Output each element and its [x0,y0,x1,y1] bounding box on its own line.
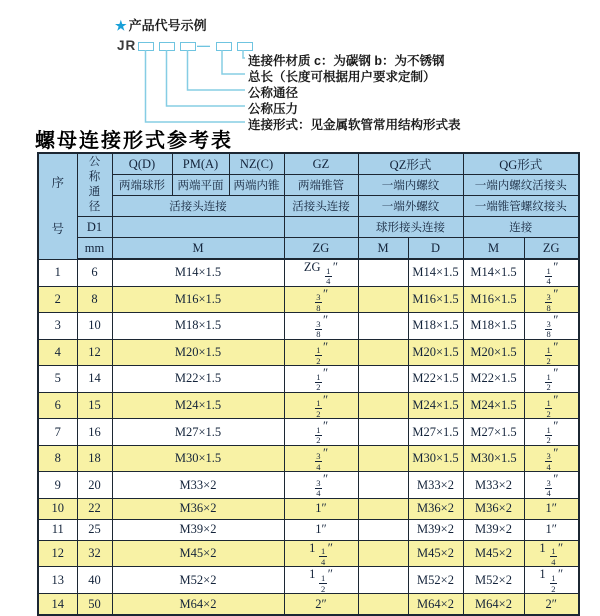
cell-seq: 11 [38,519,77,540]
cell-m: M18×1.5 [112,313,284,340]
cell-zg: 1 $\frac{1}{2}$ ″ [284,567,358,594]
cell-qg-zg: 1 $\frac{1}{4}$ ″ [524,540,579,567]
product-code-example-label: 产品代号示例 [128,18,207,33]
header-union-gz: 活接头连接 [284,196,358,217]
table-body [38,259,579,615]
cell-mm: 12 [77,339,112,366]
cell-qg-zg: $\frac{1}{4}$ ″ [524,259,579,286]
header-mm: mm [77,238,112,260]
cell-seq: 1 [38,259,77,286]
cell-seq: 10 [38,498,77,519]
cell-qg-m: M24×1.5 [463,392,524,419]
cell-seq: 14 [38,594,77,616]
cell-qg-m: M16×1.5 [463,286,524,313]
cell-seq: 13 [38,567,77,594]
cell-m: M36×2 [112,498,284,519]
table-row [38,445,579,472]
cell-qg-zg: 1 $\frac{1}{2}$ ″ [524,567,579,594]
cell-qz-d: M24×1.5 [408,392,463,419]
table-title: 螺母连接形式参考表 [35,130,233,152]
cell-qg-zg: $\frac{1}{2}$ ″ [524,366,579,393]
callout-material: 连接件材质 c：为碳钢 b：为不锈钢 [248,54,445,68]
table-row [38,366,579,393]
header-qg-sub1: 一端内螺纹活接头 [463,175,579,196]
callout-connection-form: 连接形式：见金属软管常用结构形式表 [248,118,461,132]
cell-qg-zg: $\frac{3}{8}$ ″ [524,313,579,340]
cell-seq: 7 [38,419,77,446]
cell-qz-d: M33×2 [408,472,463,499]
cell-qg-zg: $\frac{1}{2}$ ″ [524,419,579,446]
cell-zg: $\frac{3}{4}$ ″ [284,445,358,472]
table-row [38,313,579,340]
cell-qz-m [358,286,408,313]
cell-m: M33×2 [112,472,284,499]
table-row [38,519,579,540]
table-row [38,419,579,446]
callout-nominal-pressure: 公称压力 [248,102,299,116]
cell-qz-m [358,339,408,366]
cell-qz-m [358,519,408,540]
cell-mm: 20 [77,472,112,499]
header-qg-zg: ZG [524,238,579,260]
header-nominal-diameter: 公称通径 [77,153,112,217]
header-pm-sub: 两端平面 [172,175,229,196]
code-box-3 [180,42,196,51]
header-col-qg: QG形式 [463,153,579,175]
cell-qg-zg: 1″ [524,498,579,519]
cell-qg-m: M14×1.5 [463,259,524,286]
cell-qz-d: M20×1.5 [408,339,463,366]
cell-qg-zg: $\frac{3}{8}$ ″ [524,286,579,313]
cell-qz-d: M16×1.5 [408,286,463,313]
cell-qz-d: M22×1.5 [408,366,463,393]
cell-qz-m [358,472,408,499]
cell-zg: $\frac{3}{4}$ ″ [284,472,358,499]
cell-zg: 1 $\frac{1}{4}$ ″ [284,540,358,567]
cell-seq: 8 [38,445,77,472]
header-col-nz: NZ(C) [229,153,284,175]
cell-qz-m [358,445,408,472]
cell-qg-m: M27×1.5 [463,419,524,446]
cell-zg: $\frac{3}{8}$ ″ [284,313,358,340]
cell-qg-m: M45×2 [463,540,524,567]
cell-seq: 2 [38,286,77,313]
header-union-left: 活接头连接 [112,196,284,217]
header-q-sub: 两端球形 [112,175,172,196]
cell-mm: 10 [77,313,112,340]
cell-m: M30×1.5 [112,445,284,472]
cell-mm: 16 [77,419,112,446]
code-separator: — [197,38,210,53]
header-qg-sub3: 连接 [463,217,579,238]
cell-zg: ZG $\frac{1}{4}$ ″ [284,259,358,286]
cell-qz-d: M27×1.5 [408,419,463,446]
cell-zg: $\frac{1}{2}$ ″ [284,419,358,446]
cell-mm: 22 [77,498,112,519]
cell-qg-zg: $\frac{3}{4}$ ″ [524,445,579,472]
cell-m: M45×2 [112,540,284,567]
code-box-5 [237,42,253,51]
cell-zg: $\frac{1}{2}$ ″ [284,392,358,419]
cell-qz-d: M45×2 [408,540,463,567]
header-qz-sub3: 球形接头连接 [358,217,463,238]
header-col-qz: QZ形式 [358,153,463,175]
cell-zg: 1″ [284,519,358,540]
product-code-example-title [115,15,207,34]
nut-connection-reference-table [37,152,580,616]
cell-m: M14×1.5 [112,259,284,286]
table-row [38,392,579,419]
header-d1: D1 [77,217,112,238]
cell-qz-d: M18×1.5 [408,313,463,340]
cell-zg: 2″ [284,594,358,616]
cell-qz-m [358,594,408,616]
cell-mm: 32 [77,540,112,567]
header-empty-gz [284,217,358,238]
header-col-gz: GZ [284,153,358,175]
cell-m: M27×1.5 [112,419,284,446]
header-qg-sub2: 一端锥管螺纹接头 [463,196,579,217]
cell-qz-m [358,259,408,286]
cell-m: M64×2 [112,594,284,616]
table-row [38,286,579,313]
header-nz-sub: 两端内锥 [229,175,284,196]
table-row [38,540,579,567]
cell-seq: 3 [38,313,77,340]
cell-mm: 15 [77,392,112,419]
code-box-4 [216,42,232,51]
cell-seq: 4 [38,339,77,366]
header-col-pm: PM(A) [172,153,229,175]
header-qg-m: M [463,238,524,260]
cell-qg-zg: $\frac{1}{2}$ ″ [524,339,579,366]
cell-mm: 18 [77,445,112,472]
header-zg: ZG [284,238,358,260]
cell-mm: 25 [77,519,112,540]
cell-seq: 12 [38,540,77,567]
header-gz-sub: 两端锥管 [284,175,358,196]
cell-qz-d: M30×1.5 [408,445,463,472]
cell-seq: 9 [38,472,77,499]
cell-qg-m: M64×2 [463,594,524,616]
callout-total-length: 总长（长度可根据用户要求定制） [248,70,436,84]
cell-qz-d: M14×1.5 [408,259,463,286]
cell-qz-d: M36×2 [408,498,463,519]
code-box-2 [159,42,175,51]
table-row [38,594,579,616]
callout-nominal-diameter: 公称通径 [248,86,299,100]
cell-qg-m: M36×2 [463,498,524,519]
cell-qz-m [358,540,408,567]
table-row [38,472,579,499]
cell-qz-m [358,419,408,446]
cell-qg-m: M33×2 [463,472,524,499]
header-qz-sub2: 一端外螺纹 [358,196,463,217]
cell-qz-m [358,498,408,519]
header-m: M [112,238,284,260]
header-seq: 序号 [38,153,77,259]
cell-zg: 1″ [284,498,358,519]
star-icon: ★ [115,18,127,33]
cell-qg-zg: 2″ [524,594,579,616]
cell-qz-d: M52×2 [408,567,463,594]
cell-m: M39×2 [112,519,284,540]
cell-qz-m [358,567,408,594]
cell-mm: 6 [77,259,112,286]
cell-m: M52×2 [112,567,284,594]
cell-qg-m: M20×1.5 [463,339,524,366]
header-qz-sub1: 一端内螺纹 [358,175,463,196]
table-row [38,498,579,519]
cell-mm: 50 [77,594,112,616]
cell-qg-zg: 1″ [524,519,579,540]
header-qz-m: M [358,238,408,260]
product-code-prefix: JR [117,38,137,53]
cell-qz-m [358,366,408,393]
header-col-q: Q(D) [112,153,172,175]
cell-qg-m: M18×1.5 [463,313,524,340]
cell-qg-m: M22×1.5 [463,366,524,393]
cell-mm: 40 [77,567,112,594]
cell-qz-m [358,313,408,340]
table-row [38,259,579,286]
cell-m: M20×1.5 [112,339,284,366]
cell-zg: $\frac{1}{2}$ ″ [284,366,358,393]
cell-qg-m: M30×1.5 [463,445,524,472]
cell-mm: 14 [77,366,112,393]
table-row [38,567,579,594]
cell-zg: $\frac{3}{8}$ ″ [284,286,358,313]
cell-qg-zg: $\frac{3}{4}$ ″ [524,472,579,499]
cell-qg-zg: $\frac{1}{2}$ ″ [524,392,579,419]
cell-qg-m: M52×2 [463,567,524,594]
cell-qg-m: M39×2 [463,519,524,540]
cell-seq: 6 [38,392,77,419]
cell-mm: 8 [77,286,112,313]
cell-zg: $\frac{1}{2}$ ″ [284,339,358,366]
cell-qz-m [358,392,408,419]
header-empty-left [112,217,284,238]
header-qz-d: D [408,238,463,260]
cell-m: M22×1.5 [112,366,284,393]
cell-qz-d: M64×2 [408,594,463,616]
table-row [38,339,579,366]
cell-m: M24×1.5 [112,392,284,419]
cell-seq: 5 [38,366,77,393]
cell-qz-d: M39×2 [408,519,463,540]
cell-m: M16×1.5 [112,286,284,313]
code-box-1 [138,42,154,51]
